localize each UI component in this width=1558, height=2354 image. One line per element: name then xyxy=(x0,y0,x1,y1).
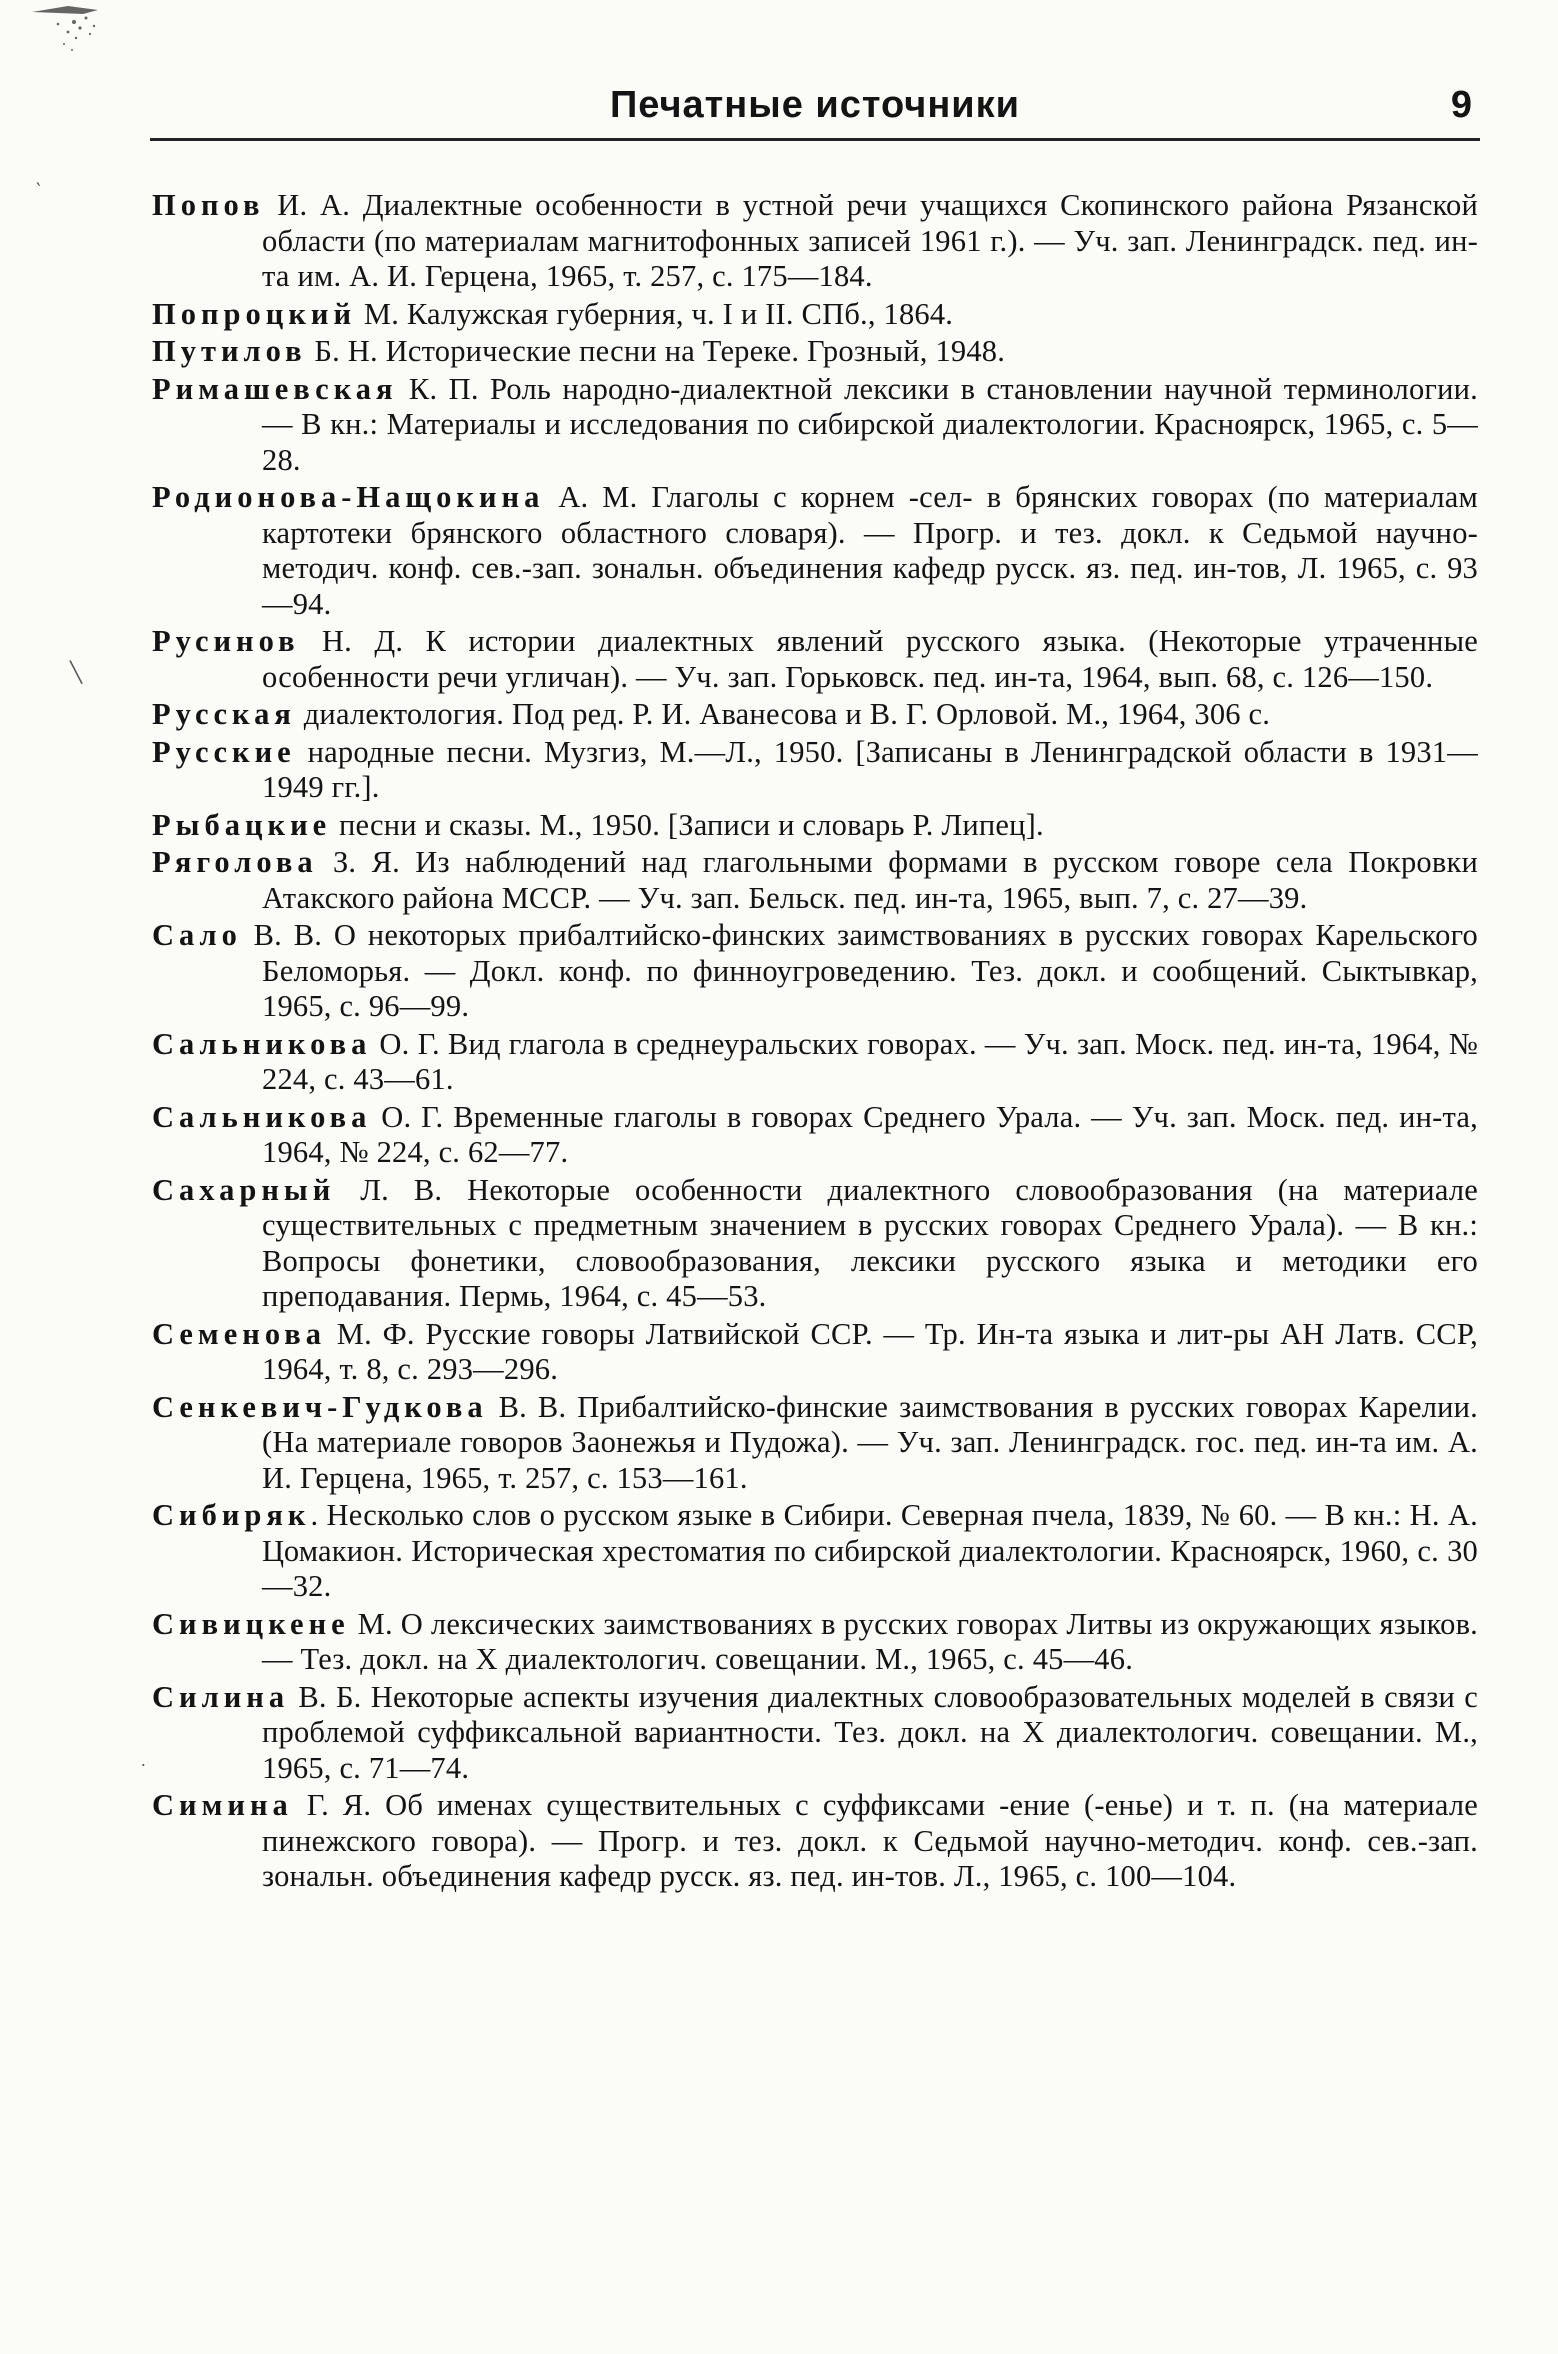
entry-text: О. Г. Временные глаголы в говорах Среднего Урала. — Уч. зап. Моск. пед. ин-та, 1964, № 224, с. 62—77. xyxy=(262,1099,1478,1169)
header-title: Печатные источники xyxy=(609,84,1021,126)
bibliography-entry xyxy=(152,1607,1478,1678)
entry-author: Рыбацкие xyxy=(152,807,332,842)
running-header xyxy=(150,78,1480,141)
bibliography-entry xyxy=(152,735,1478,806)
entry-author: Симина xyxy=(152,1788,293,1822)
entry-text: М. Ф. Русские говоры Латвийской ССР. — Тр. Ин-та языка и лит-ры АН Латв. ССР, 1964, т. 8, с. 293—296. xyxy=(262,1316,1478,1386)
entry-author: Русская xyxy=(152,697,296,731)
entry-text: Г. Я. Об именах существительных с суффиксами -ение (-енье) и т. п. (на материале пинежского говора). — Прогр. и тез. докл. к Седьмой научно-методич. конф. сев.-зап. зональн. объединения кафедр русск. яз. пед. ин-тов. Л., 1965, с. 100—104. xyxy=(262,1788,1478,1893)
entry-author: Русские xyxy=(152,734,296,769)
entry-text: диалектология. Под ред. Р. И. Аванесова и В. Г. Орловой. М., 1964, 306 с. xyxy=(295,697,1271,731)
entry-author: Попов xyxy=(152,188,265,222)
entry-author: Римашевская xyxy=(152,371,398,406)
entry-text: М. Калужская губерния, ч. I и II. СПб., 1864. xyxy=(356,296,954,331)
entry-author: Семенова xyxy=(152,1316,327,1351)
entry-author: Путилов xyxy=(152,334,307,368)
bibliography-entry xyxy=(152,1390,1478,1497)
bibliography-entry xyxy=(152,1317,1478,1388)
bibliography-entry xyxy=(152,845,1478,916)
entry-text: Л. В. Некоторые особенности диалектного словообразования (на материале существительных с предметным значением в русских говорах Среднего Урала). — В кн.: Вопросы фонетики, словообразования, лексики русского языка и методики его преподавания. Пермь, 1964, с. 45—53. xyxy=(262,1172,1478,1313)
entry-author: Родионова-Нащокина xyxy=(152,480,545,514)
bibliography-entry xyxy=(152,918,1478,1025)
entry-text: . Несколько слов о русском языке в Сибири. Северная пчела, 1839, № 60. — В кн.: Н. А. Цомакион. Историческая хрестоматия по сибирской диалектологии. Красноярск, 1960, с. 30—32. xyxy=(262,1498,1478,1603)
bibliography-entry xyxy=(152,808,1478,844)
entry-author: Русинов xyxy=(152,624,300,658)
bibliography-entry xyxy=(152,188,1478,295)
entry-author: Сало xyxy=(152,918,242,952)
bibliography-entry xyxy=(152,697,1478,733)
bibliography-entry xyxy=(152,1788,1478,1895)
page-number: 9 xyxy=(1450,84,1472,126)
entry-text: народные песни. Музгиз, М.—Л., 1950. [Записаны в Ленинградской области в 1931—1949 гг.]. xyxy=(262,734,1478,804)
bibliography-entry xyxy=(152,1100,1478,1171)
entry-text: И. А. Диалектные особенности в устной речи учащихся Скопинского района Рязанской области (по материалам магнитофонных записей 1961 г.). — Уч. зап. Ленинградск. пед. ин-та им. А. И. Герцена, 1965, т. 257, с. 175—184. xyxy=(262,188,1478,293)
entry-text: К. П. Роль народно-диалектной лексики в становлении научной терминологии. — В кн.: Материалы и исследования по сибирской диалектологии. Красноярск, 1965, с. 5—28. xyxy=(262,371,1478,477)
entry-author: Сивицкене xyxy=(152,1606,350,1641)
margin-mark: ˙ xyxy=(140,1760,147,1782)
bibliography-entry xyxy=(152,1680,1478,1787)
entry-author: Сальникова xyxy=(152,1099,372,1134)
entry-author: Ряголова xyxy=(152,845,318,879)
bibliography-entry xyxy=(152,334,1478,370)
entry-author: Силина xyxy=(152,1679,290,1714)
entry-author: Сенкевич-Гудкова xyxy=(152,1389,488,1424)
entry-text: Б. Н. Исторические песни на Тереке. Грозный, 1948. xyxy=(306,334,1006,368)
entry-text: В. Б. Некоторые аспекты изучения диалектных словообразовательных моделей в связи с проблемой суффиксальной вариантности. Тез. докл. на X диалектологич. совещании. М., 1965, с. 71—74. xyxy=(262,1679,1478,1785)
bibliography-entry xyxy=(152,1027,1478,1098)
entry-text: О. Г. Вид глагола в среднеуральских говорах. — Уч. зап. Моск. пед. ин-та, 1964, № 224, с. 43—61. xyxy=(262,1026,1478,1096)
entry-text: В. В. О некоторых прибалтийско-финских заимствованиях в русских говорах Карельского Беломорья. — Докл. конф. по финноугроведению. Тез. докл. и сообщений. Сыктывкар, 1965, с. 96—99. xyxy=(241,918,1478,1023)
entry-text: В. В. Прибалтийско-финские заимствования в русских говорах Карелии. (На материале говоров Заонежья и Пудожа). — Уч. зап. Ленинградск. гос. пед. ин-та им. А. И. Герцена, 1965, т. 257, с. 153—161. xyxy=(262,1389,1478,1495)
margin-mark: ‵ xyxy=(36,180,41,202)
entry-text: Н. Д. К истории диалектных явлений русского языка. (Некоторые утраченные особенности речи угличан). — Уч. зап. Горьковск. пед. ин-та, 1964, вып. 68, с. 126—150. xyxy=(262,624,1478,694)
entry-author: Попроцкий xyxy=(152,296,357,331)
entry-text: М. О лексических заимствованиях в русских говорах Литвы из окружающих языков. — Тез. докл. на X диалектологич. совещании. М., 1965, с. 45—46. xyxy=(262,1606,1478,1676)
entry-text: А. М. Глаголы с корнем -сел- в брянских говорах (по материалам картотеки брянского областного словаря). — Прогр. и тез. докл. к Седьмой научно-методич. конф. сев.-зап. зональн. объединения кафедр русск. яз. пед. ин-тов, Л. 1965, с. 93—94. xyxy=(262,480,1478,621)
entry-text: песни и сказы. М., 1950. [Записи и словарь Р. Липец]. xyxy=(331,807,1044,842)
margin-mark: ╲ xyxy=(70,662,83,684)
bibliography-entry xyxy=(152,1498,1478,1605)
bibliography-entry xyxy=(152,372,1478,479)
printing-smudge-icon xyxy=(28,4,148,84)
entry-author: Сальникова xyxy=(152,1026,372,1061)
bibliography-list xyxy=(152,188,1478,1897)
bibliography-entry xyxy=(152,1173,1478,1315)
bibliography-entry xyxy=(152,480,1478,622)
bibliography-entry xyxy=(152,297,1478,333)
bibliography-entry xyxy=(152,624,1478,695)
entry-text: З. Я. Из наблюдений над глагольными формами в русском говоре села Покровки Атакского района МССР. — Уч. зап. Бельск. пед. ин-та, 1965, вып. 7, с. 27—39. xyxy=(262,845,1478,915)
entry-author: Сибиряк xyxy=(152,1498,311,1532)
entry-author: Сахарный xyxy=(152,1172,336,1207)
